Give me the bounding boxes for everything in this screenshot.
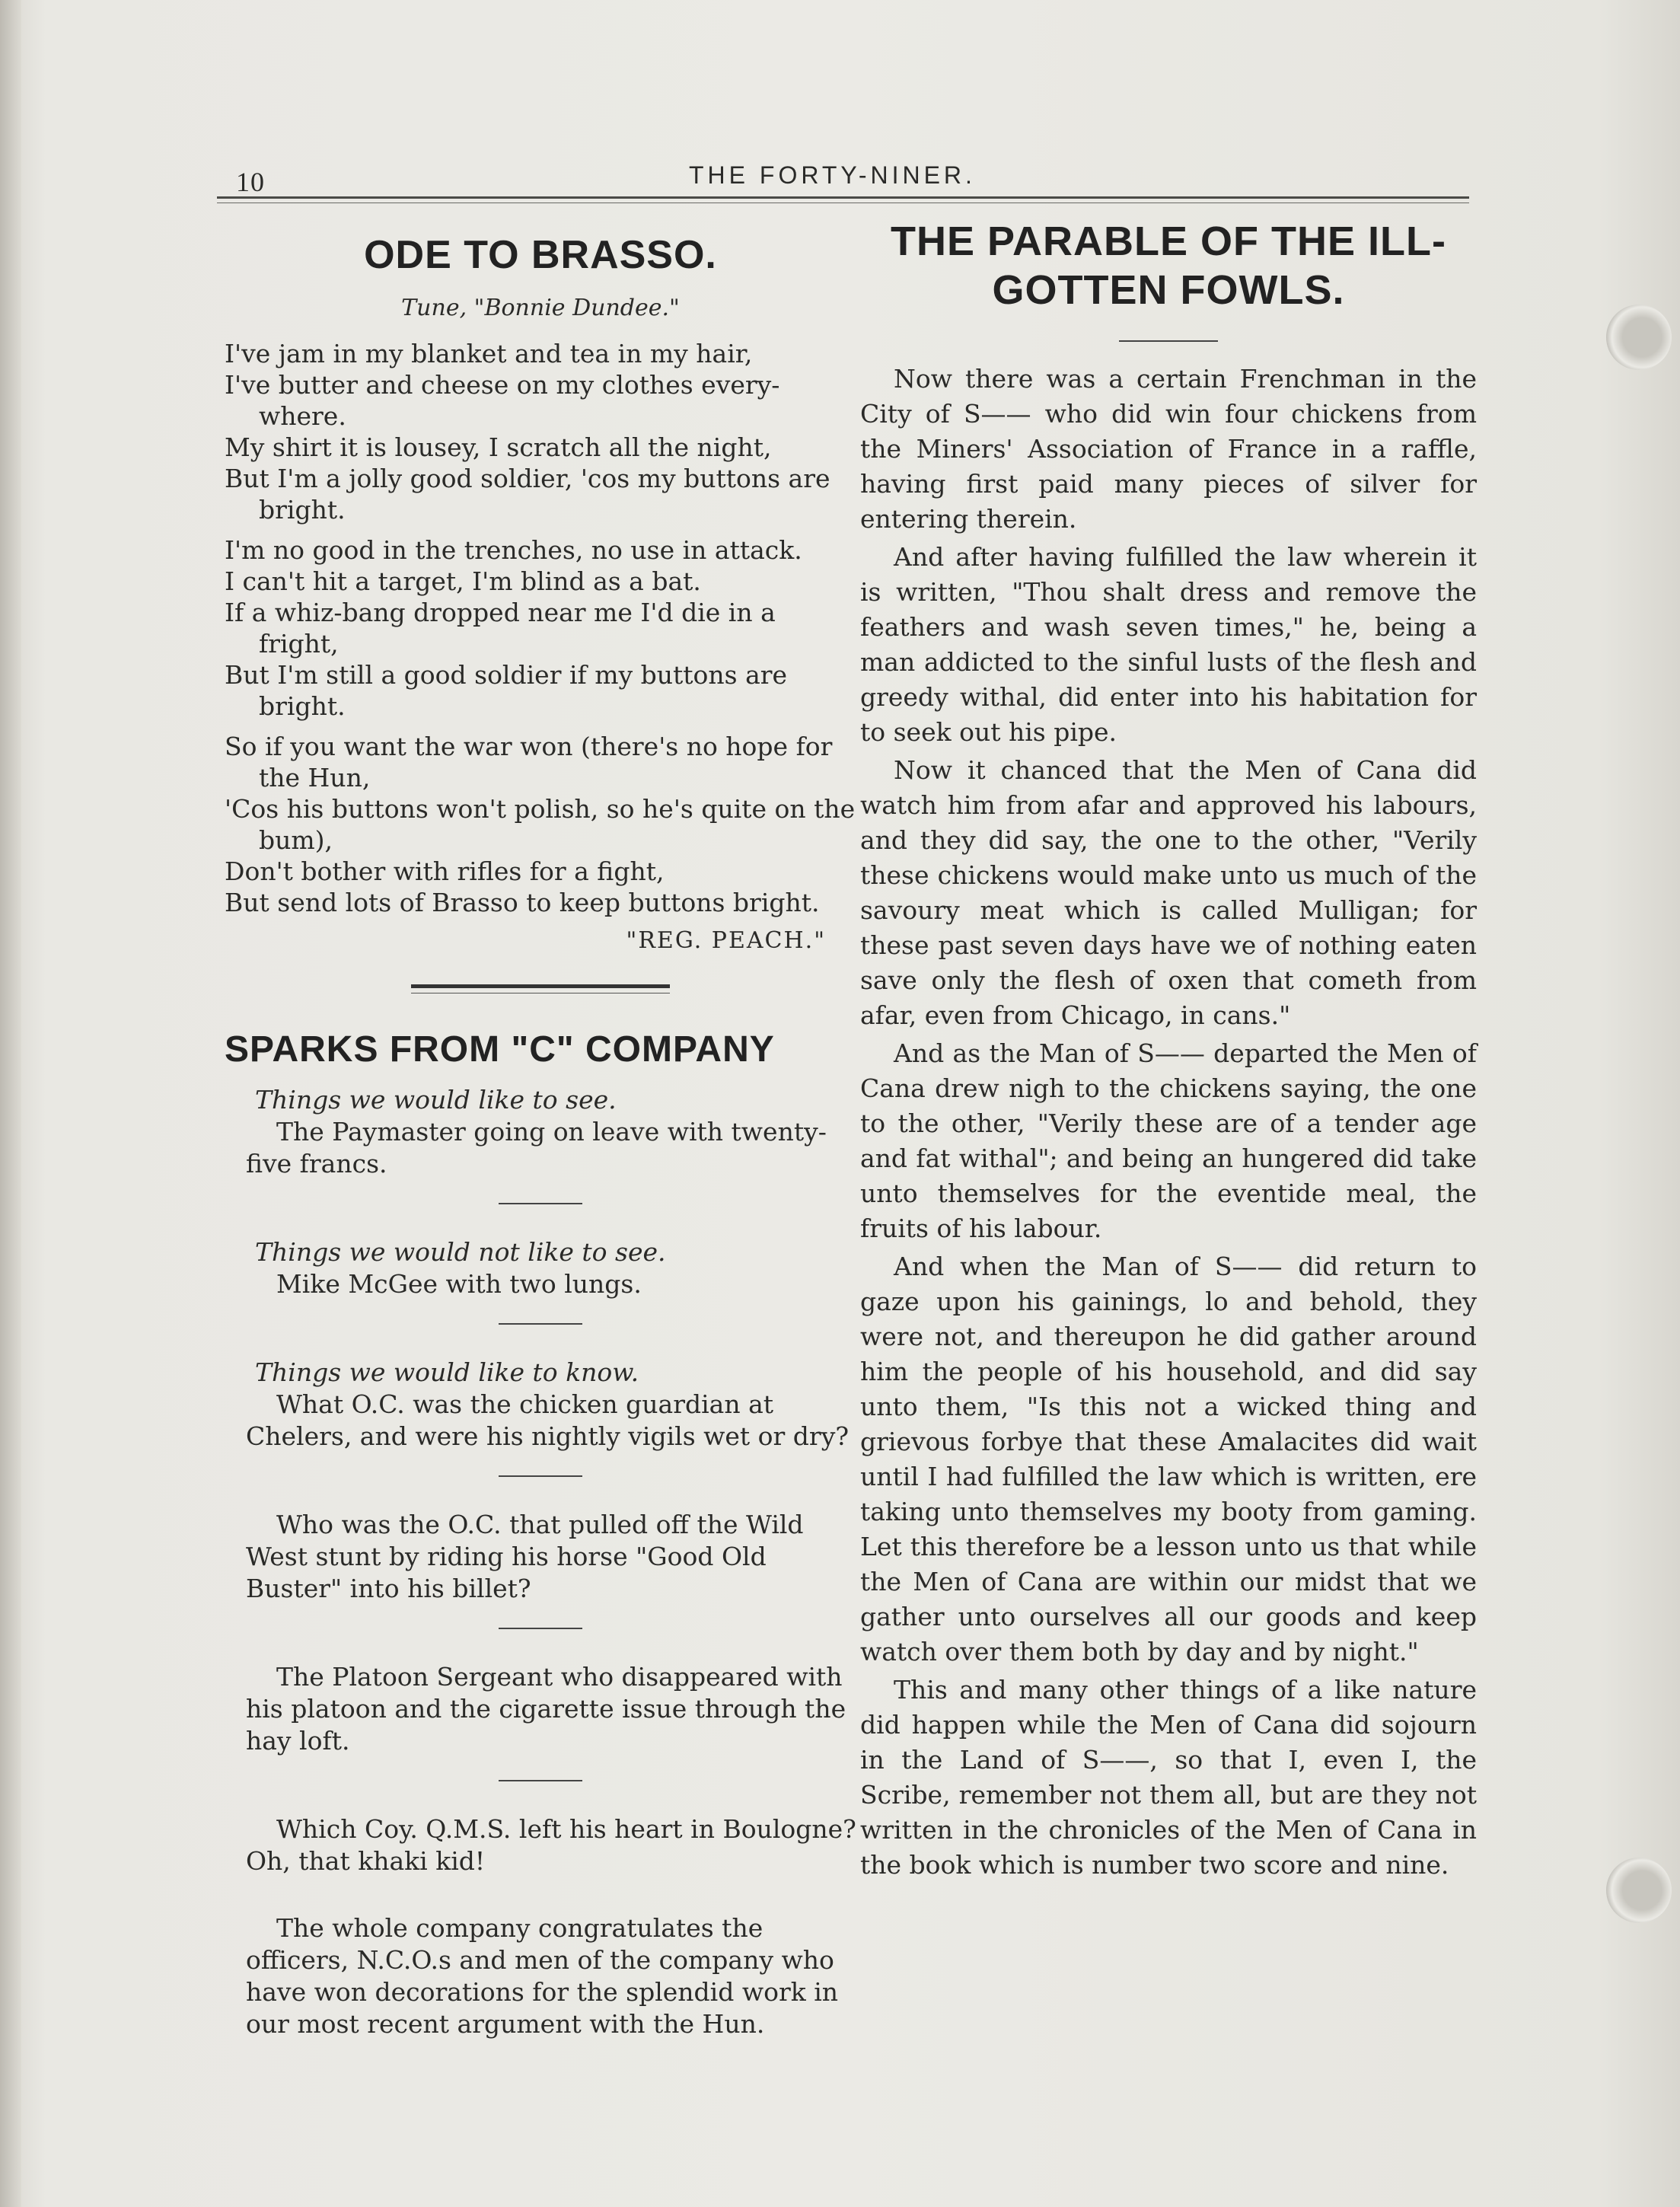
parable-paragraph: And as the Man of S—— departed the Men of Cana drew nigh to the chickens saying, the one to the other, "Verily these are of a tender age and fat withal"; and being an hungered did take unto themselves for the eventide meal, the fruits of his labour. <box>860 1038 1477 1243</box>
right-column <box>860 217 1477 1886</box>
left-column <box>225 225 856 2040</box>
running-header <box>217 161 1469 199</box>
verse-line: I've jam in my blanket and tea in my hair, <box>225 339 753 368</box>
item-divider <box>499 1323 582 1325</box>
parable-paragraph: Now it chanced that the Men of Cana did watch him from afar and approved his labours, and they did say, the one to the other, "Verily these chickens would make unto us much of the savoury meat which is called Mulligan; for these past seven days have we of nothing eaten save only the flesh of oxen that cometh from afar, even from Chicago, in cans." <box>860 755 1477 1030</box>
parable-paragraph: This and many other things of a like nature did happen while the Men of Cana did sojourn in the Land of S——, so that I, even I, the Scribe, remember not them all, but are they not written in the chronicles of the Men of Cana in the book which is number two score and nine. <box>860 1675 1477 1880</box>
section-divider <box>411 984 670 993</box>
ode-verse-2 <box>225 534 856 722</box>
item-divider <box>499 1628 582 1629</box>
item-divider <box>499 1475 582 1477</box>
verse-line: Don't bother with rifles for a fight, <box>225 856 665 886</box>
verse-line: 'Cos his buttons won't polish, so he's quite on the bum), <box>225 794 856 855</box>
sparks-lead: Things we would like to know. <box>255 1357 639 1387</box>
punch-hole-bottom <box>1606 1858 1672 1923</box>
verse-line: I can't hit a target, I'm blind as a bat. <box>225 566 701 596</box>
sparks-lead: Things we would not like to see. <box>255 1237 666 1267</box>
binding-spine <box>0 0 21 2207</box>
item-divider <box>499 1203 582 1204</box>
sparks-text: The whole company congratulates the officers, N.C.O.s and men of the company who have won decorations for the splendid work in our most recent argument with the Hun. <box>246 1913 839 2039</box>
sparks-text: Who was the O.C. that pulled off the Wild West stunt by riding his horse "Good Old Buster" into his billet? <box>246 1510 804 1603</box>
sparks-text: The Paymaster going on leave with twenty-five francs. <box>246 1117 827 1178</box>
ode-tune: Tune, "Bonnie Dundee." <box>401 295 680 321</box>
ode-signature: "REG. PEACH." <box>626 927 826 954</box>
sparks-text: Mike McGee with two lungs. <box>276 1269 642 1299</box>
sparks-text: What O.C. was the chicken guardian at Chelers, and were his nightly vigils wet or dry? <box>246 1389 850 1451</box>
sparks-item <box>225 1236 856 1300</box>
sparks-item <box>225 1813 856 1877</box>
punch-hole-top <box>1606 305 1672 370</box>
parable-title-line2: GOTTEN FOWLS. <box>992 267 1345 313</box>
verse-line: If a whiz-bang dropped near me I'd die in a fright, <box>225 598 776 659</box>
sparks-text: Which Coy. Q.M.S. left his heart in Boulogne? Oh, that khaki kid! <box>246 1814 856 1876</box>
item-divider <box>499 1780 582 1781</box>
sparks-text: The Platoon Sergeant who disappeared with his platoon and the cigarette issue through the hay loft. <box>246 1662 846 1756</box>
sparks-title: SPARKS FROM "C" COMPANY <box>225 1029 775 1070</box>
verse-line: But I'm still a good soldier if my buttons are bright. <box>225 660 788 721</box>
header-rule <box>217 196 1469 199</box>
verse-line: I've butter and cheese on my clothes every-where. <box>225 370 780 431</box>
verse-line: But send lots of Brasso to keep buttons bright. <box>225 888 820 917</box>
parable-title <box>860 217 1477 314</box>
running-title: THE FORTY-NINER. <box>689 161 976 189</box>
item-spacer <box>499 1893 582 1894</box>
verse-line: So if you want the war won (there's no hope for the Hun, <box>225 732 833 793</box>
parable-paragraph: Now there was a certain Frenchman in the City of S—— who did win four chickens from the Miners' Association of France in a raffle, having first paid many pieces of silver for entering therein. <box>860 364 1477 534</box>
parable-paragraph: And when the Man of S—— did return to gaze upon his gainings, lo and behold, they were not, and thereupon he did gather around him the people of his household, and did say unto them, "Is this not a wicked thing and grievous forbye that these Amalacites did wait until I had fulfilled the law which is written, ere taking unto themselves my booty from gaming. Let this therefore be a lesson unto us that while the Men of Cana are within our midst that we gather unto ourselves all our goods and keep watch over them both by day and by night." <box>860 1252 1477 1666</box>
verse-line: I'm no good in the trenches, no use in attack. <box>225 535 802 565</box>
sparks-lead: Things we would like to see. <box>255 1085 617 1115</box>
sparks-item <box>225 1509 856 1605</box>
verse-line: But I'm a jolly good soldier, 'cos my buttons are bright. <box>225 464 830 525</box>
parable-paragraph: And after having fulfilled the law wherein it is written, "Thou shalt dress and remove the feathers and wash seven times," he, being a man addicted to the sinful lusts of the flesh and greedy withal, did enter into his habitation for to seek out his pipe. <box>860 542 1477 747</box>
ode-title: ODE TO BRASSO. <box>364 233 717 277</box>
verse-line: My shirt it is lousey, I scratch all the night, <box>225 432 772 462</box>
sparks-item <box>225 1661 856 1757</box>
sparks-item <box>225 1357 856 1453</box>
ode-verse-3 <box>225 731 856 918</box>
sparks-item <box>225 1912 856 2040</box>
title-rule <box>1119 340 1218 342</box>
parable-title-line1: THE PARABLE OF THE ILL- <box>891 218 1446 264</box>
page-number: 10 <box>236 167 265 197</box>
sparks-item <box>225 1084 856 1180</box>
ode-verse-1 <box>225 338 856 525</box>
